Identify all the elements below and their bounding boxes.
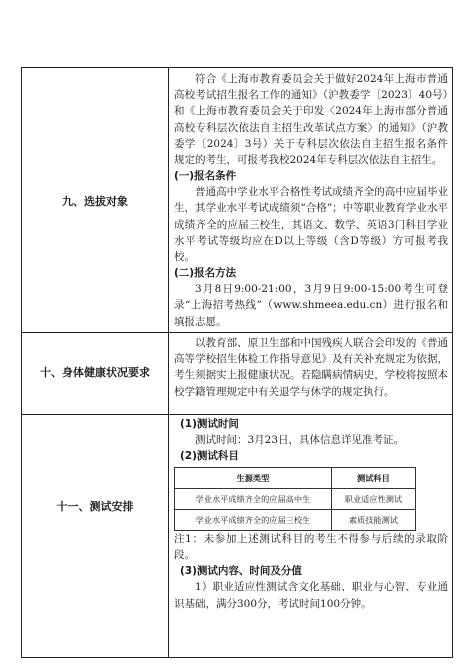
- admissions-table: [21, 67, 453, 658]
- table-cell: 学业水平成绩齐全的应届三校生: [175, 510, 332, 531]
- section-9-sub2-title: (二)报名方法: [174, 267, 237, 280]
- section-11-sub1-text: 测试时间：3月23日，具体信息详见准考证。: [195, 434, 405, 446]
- table-row: [175, 510, 416, 531]
- table-header-row: [175, 468, 416, 489]
- section-10-content: [174, 335, 448, 400]
- column-divider: [168, 68, 169, 657]
- section-9-sub1-title: (一)报名条件: [174, 170, 237, 183]
- test-subjects-table: [174, 467, 416, 531]
- table-cell: 学业水平成绩齐全的应届高中生: [175, 489, 332, 510]
- table-header-cell: 测试科目: [331, 468, 415, 489]
- table-cell: 职业适应性测试: [331, 489, 415, 510]
- section-9-label: 九、选拔对象: [62, 195, 128, 208]
- section-11-label: 十一、测试安排: [56, 500, 134, 513]
- table-row: [175, 489, 416, 510]
- table-header-cell: 生源类型: [175, 468, 332, 489]
- section-10-text: 以教育部、原卫生部和中国残疾人联合会印发的《普通高等学校招生体检工作指导意见》及有关补充规定为依据，考生须据实上报健康状况。若隐瞒病情病史，学校将按照本校学籍管理规定中有关退学与休学的规定执行。: [174, 337, 448, 398]
- section-11-bottom: [174, 531, 448, 612]
- section-9-sub2-text: 3月8日9:00-21:00，3月9日9:00-15:00考生可登录“上海招考热线”（www.shmeea.edu.cn）进行报名和填报志愿。: [174, 283, 448, 328]
- section-9-content: [174, 71, 448, 330]
- section-11-sub3-text: 1）职业适应性测试含文化基础、职业与心智、专业通识基础，满分300分，考试时间100分钟。: [174, 581, 448, 610]
- section-11-sub1-title: (1)测试时间: [180, 418, 239, 430]
- section-11-sub2-title: (2)测试科目: [180, 450, 239, 463]
- section-11-note: 注1：未参加上述测试科目的考生不得参与后续的录取阶段。: [174, 533, 448, 562]
- section-11-sub3-title: (3)测试内容、时间及分值: [180, 565, 302, 578]
- section-11-top: [174, 416, 448, 464]
- row-divider: [22, 332, 452, 333]
- section-10-label: 十、身体健康状况要求: [40, 366, 150, 379]
- section-9-sub1-text: 普通高中学业水平合格性考试成绩齐全的高中应届毕业生，其学业水平考试成绩须“合格”；中等职业教育学业水平成绩齐全的应届三校生，其语文、数学、英语3门科目学业水平考试等级均应在D以上等级（含D等级）方可报考我校。: [174, 186, 448, 264]
- section-9-intro: 符合《上海市教育委员会关于做好2024年上海市普通高校考试招生报名工作的通知》（沪教委学〔2023〕40号）和《上海市教育委员会关于印发〈2024年上海市部分普通高校专科层次依法自主招生改革试点方案〉的通知》（沪教委学〔2024〕3号）关于专科层次依法自主招生报名条件规定的考生，可报考我校2024年专科层次依法自主招生。: [174, 73, 448, 167]
- table-cell: 素质技能测试: [331, 510, 415, 531]
- row-divider: [22, 414, 452, 415]
